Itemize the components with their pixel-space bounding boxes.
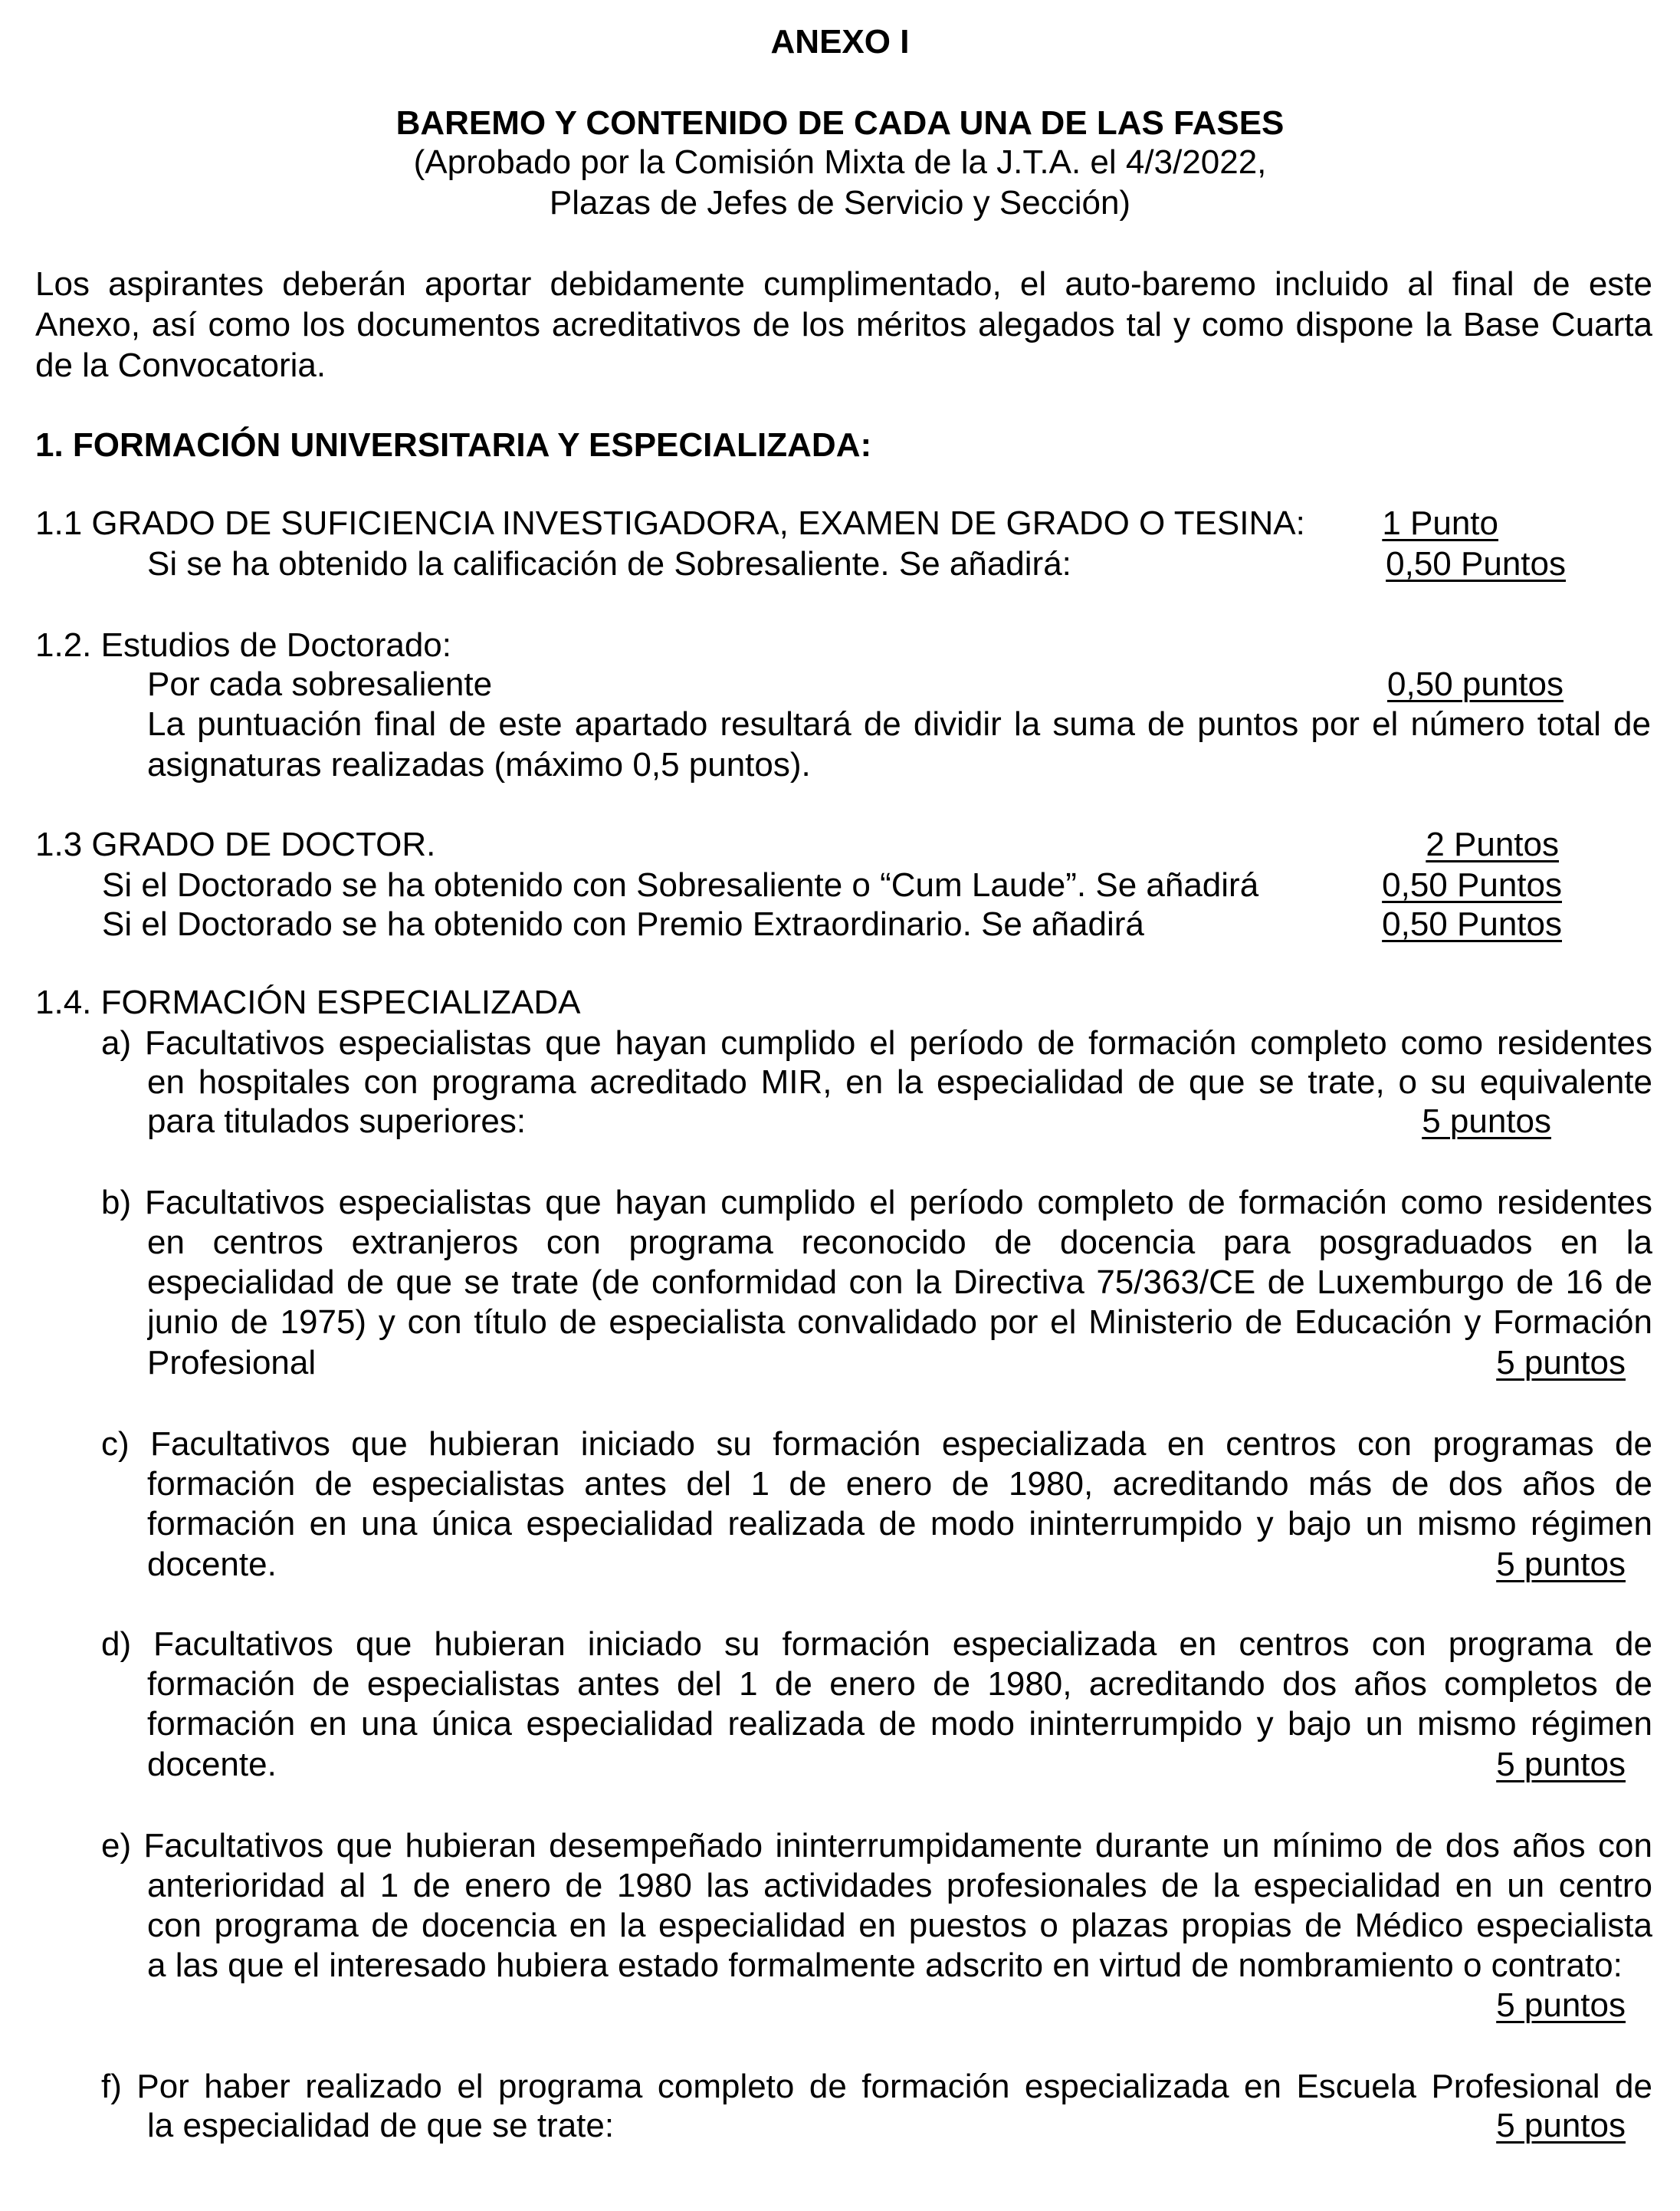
item-c-line: formación de especialistas antes del 1 de enero de 1980, acreditando más de dos años de xyxy=(147,1465,1652,1503)
item-c-line: c) Facultativos que hubieran iniciado su formación especializada en centros con programas de xyxy=(101,1425,1652,1463)
points-value: 0,50 Puntos xyxy=(1386,545,1566,583)
intro-line: de la Convocatoria. xyxy=(35,347,326,384)
item-e-line: e) Facultativos que hubieran desempeñado ininterrumpidamente durante un mínimo de dos años con xyxy=(101,1827,1652,1864)
points-value: 1 Punto xyxy=(1382,504,1498,542)
item-a-line: para titulados superiores: xyxy=(147,1102,527,1140)
item-e-line: a las que el interesado hubiera estado formalmente adscrito en virtud de nombramiento o contrato: xyxy=(147,1947,1623,1984)
item-e-line: con programa de docencia en la especialidad en puestos o plazas propias de Médico especialista xyxy=(147,1907,1652,1944)
intro-line: Los aspirantes deberán aportar debidamente cumplimentado, el auto-baremo incluido al final de este xyxy=(35,265,1652,303)
item-f-line: la especialidad de que se trate: xyxy=(147,2107,615,2144)
subsection-label: 1.4. FORMACIÓN ESPECIALIZADA xyxy=(35,984,581,1021)
points-value: 5 puntos xyxy=(1496,2107,1626,2144)
item-b-line: Profesional xyxy=(147,1344,317,1381)
approval-note: Plazas de Jefes de Servicio y Sección) xyxy=(549,184,1131,222)
points-value: 0,50 Puntos xyxy=(1382,905,1562,943)
annex-title: ANEXO I xyxy=(770,23,910,61)
subsection-label: 1.1 GRADO DE SUFICIENCIA INVESTIGADORA, EXAMEN DE GRADO O TESINA: xyxy=(35,504,1305,542)
item-d-line: docente. xyxy=(147,1746,277,1783)
item-a-line: en hospitales con programa acreditado MIR, en la especialidad de que se trate, o su equivalente xyxy=(147,1063,1652,1101)
item-b-line: especialidad de que se trate (de conformidad con la Directiva 75/363/CE de Luxemburgo de 16 de xyxy=(147,1263,1652,1301)
item-f-line: f) Por haber realizado el programa completo de formación especializada en Escuela Profesional de xyxy=(101,2068,1652,2105)
points-value: 5 puntos xyxy=(1496,1546,1626,1583)
subsection-label: 1.2. Estudios de Doctorado: xyxy=(35,626,451,664)
points-value: 5 puntos xyxy=(1496,1986,1626,2024)
points-value: 5 puntos xyxy=(1496,1344,1626,1381)
note-line: asignaturas realizadas (máximo 0,5 puntos). xyxy=(147,746,811,784)
item-d-line: d) Facultativos que hubieran iniciado su formación especializada en centros con programa de xyxy=(101,1625,1652,1663)
note-line: La puntuación final de este apartado resultará de dividir la suma de puntos por el número total de xyxy=(147,705,1651,743)
section-heading: 1. FORMACIÓN UNIVERSITARIA Y ESPECIALIZADA: xyxy=(35,426,872,464)
item-b-line: junio de 1975) y con título de especialista convalidado por el Ministerio de Educación y Formación xyxy=(147,1303,1652,1341)
item-b-line: en centros extranjeros con programa reconocido de docencia para posgraduados en la xyxy=(147,1224,1652,1261)
merit-line: Por cada sobresaliente xyxy=(147,665,493,703)
item-d-line: formación en una única especialidad realizada de modo ininterrumpido y bajo un mismo régimen xyxy=(147,1705,1652,1743)
item-e-line: anterioridad al 1 de enero de 1980 las actividades profesionales de la especialidad en un centro xyxy=(147,1867,1652,1904)
points-value: 5 puntos xyxy=(1422,1102,1551,1140)
item-c-line: docente. xyxy=(147,1546,277,1583)
points-value: 0,50 puntos xyxy=(1387,665,1564,703)
merit-line: Si se ha obtenido la calificación de Sobresaliente. Se añadirá: xyxy=(147,545,1071,583)
approval-note: (Aprobado por la Comisión Mixta de la J.T.A. el 4/3/2022, xyxy=(413,143,1267,181)
points-value: 2 Puntos xyxy=(1426,826,1559,863)
annex-subtitle: BAREMO Y CONTENIDO DE CADA UNA DE LAS FASES xyxy=(395,104,1285,142)
merit-line: Si el Doctorado se ha obtenido con Sobresaliente o “Cum Laude”. Se añadirá xyxy=(102,866,1259,904)
points-value: 5 puntos xyxy=(1496,1746,1626,1783)
item-a-line: a) Facultativos especialistas que hayan cumplido el período de formación completo como residentes xyxy=(101,1024,1652,1062)
intro-line: Anexo, así como los documentos acreditativos de los méritos alegados tal y como dispone la Base Cuarta xyxy=(35,306,1652,343)
merit-line: Si el Doctorado se ha obtenido con Premio Extraordinario. Se añadirá xyxy=(102,905,1144,943)
subsection-label: 1.3 GRADO DE DOCTOR. xyxy=(35,826,436,863)
item-c-line: formación en una única especialidad realizada de modo ininterrumpido y bajo un mismo régimen xyxy=(147,1505,1652,1542)
item-b-line: b) Facultativos especialistas que hayan cumplido el período completo de formación como residentes xyxy=(101,1184,1652,1221)
points-value: 0,50 Puntos xyxy=(1382,866,1562,904)
item-d-line: formación de especialistas antes del 1 de enero de 1980, acreditando dos años completos de xyxy=(147,1665,1652,1703)
